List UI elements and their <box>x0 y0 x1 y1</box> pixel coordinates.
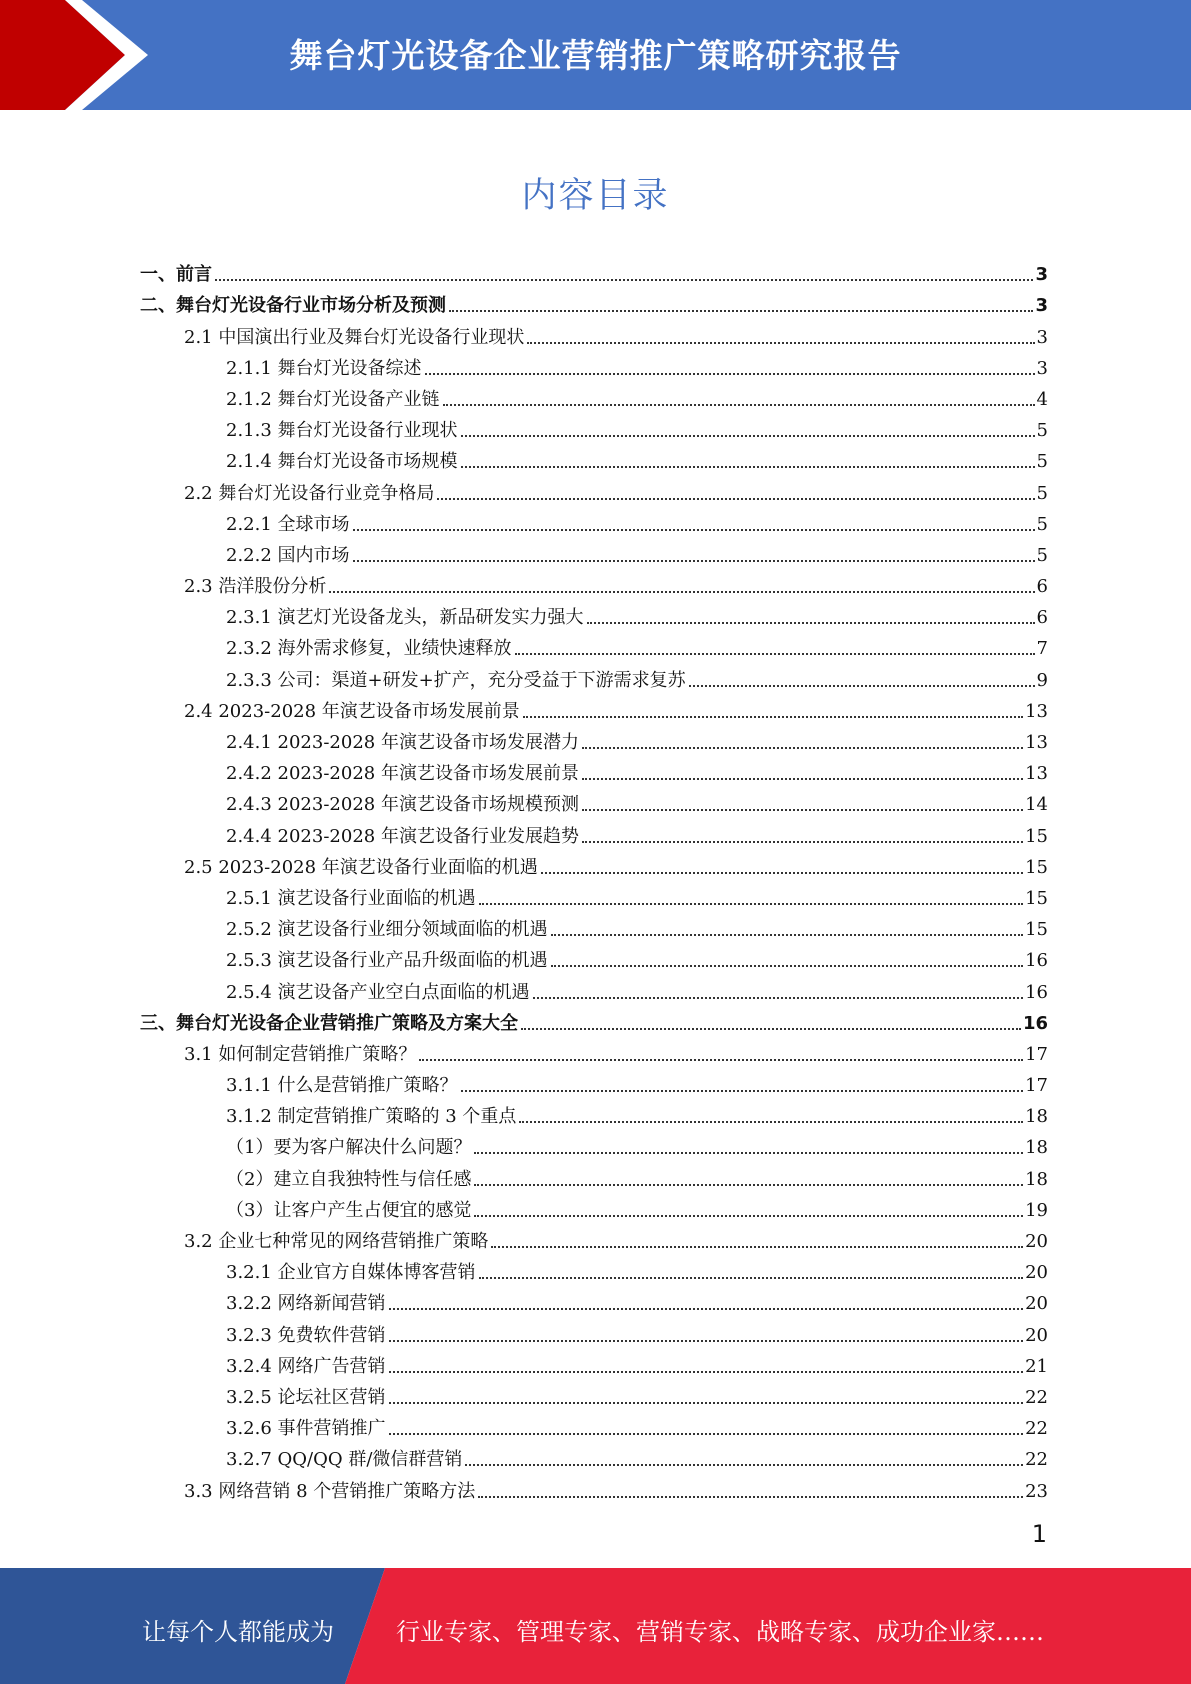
toc-entry-page: 18 <box>1025 1137 1048 1159</box>
toc-entry-page: 22 <box>1025 1386 1048 1408</box>
toc-entry-page: 21 <box>1025 1355 1048 1377</box>
toc-entry[interactable] <box>140 692 1048 723</box>
toc-leader-dots <box>461 434 1035 437</box>
toc-entry[interactable] <box>140 598 1048 629</box>
toc-leader-dots <box>389 1307 1024 1310</box>
toc-entry-page: 22 <box>1025 1418 1048 1440</box>
toc-entry-page: 6 <box>1036 576 1048 598</box>
toc-leader-dots <box>551 964 1024 967</box>
toc-entry[interactable] <box>140 660 1048 691</box>
toc-entry-label: 二、舞台灯光设备行业市场分析及预测 <box>140 295 446 317</box>
toc-entry-page: 15 <box>1025 919 1048 941</box>
toc-entry-label: 3.2 企业七种常见的网络营销推广策略 <box>184 1231 489 1252</box>
toc-entry-page: 18 <box>1025 1106 1048 1128</box>
toc-entry-label: 2.4.3 2023-2028 年演艺设备市场规模预测 <box>226 794 579 816</box>
toc-entry-label: 2.1 中国演出行业及舞台灯光设备行业现状 <box>184 326 525 348</box>
toc-entry[interactable] <box>140 1284 1048 1315</box>
page-number: 1 <box>1031 1520 1047 1548</box>
toc-entry[interactable] <box>140 1222 1048 1253</box>
toc-entry-label: 2.5.2 演艺设备行业细分领域面临的机遇 <box>226 919 548 941</box>
toc-entry-page: 20 <box>1025 1231 1048 1252</box>
toc-leader-dots <box>474 1214 1023 1217</box>
toc-entry-label: 2.4.1 2023-2028 年演艺设备市场发展潜力 <box>226 732 579 753</box>
toc-leader-dots <box>689 684 1035 687</box>
toc-leader-dots <box>491 1245 1023 1248</box>
toc-entry-label: 3.2.2 网络新闻营销 <box>226 1293 386 1315</box>
toc-entry[interactable] <box>140 1409 1048 1440</box>
toc-entry-label: 3.2.7 QQ/QQ 群/微信群营销 <box>226 1449 463 1471</box>
toc-entry-page: 3 <box>1036 326 1048 348</box>
toc-entry-label: 2.4.4 2023-2028 年演艺设备行业发展趋势 <box>226 825 579 847</box>
toc-entry[interactable] <box>140 1128 1048 1159</box>
toc-entry-label: 2.2 舞台灯光设备行业竞争格局 <box>184 482 435 504</box>
report-title: 舞台灯光设备企业营销推广策略研究报告 <box>289 36 902 75</box>
toc-entry-label: 3.1.1 什么是营销推广策略？ <box>226 1075 458 1097</box>
toc-entry-label: （2）建立自我独特性与信任感 <box>226 1168 472 1190</box>
toc-entry-page: 17 <box>1025 1043 1048 1065</box>
toc-leader-dots <box>353 559 1035 562</box>
toc-entry-label: 2.1.4 舞台灯光设备市场规模 <box>226 451 458 473</box>
toc-entry[interactable] <box>140 473 1048 504</box>
toc-leader-dots <box>353 528 1035 531</box>
toc-entry[interactable] <box>140 317 1048 348</box>
toc-leader-dots <box>587 621 1035 624</box>
toc-leader-dots <box>541 871 1023 874</box>
toc-entry-label: 2.1.2 舞台灯光设备产业链 <box>226 388 440 410</box>
toc-entry-label: 2.5.1 演艺设备行业面临的机遇 <box>226 887 476 909</box>
toc-entry-label: 3.1.2 制定营销推广策略的 3 个重点 <box>226 1106 517 1128</box>
toc-entry-page: 4 <box>1036 388 1048 410</box>
toc-entry[interactable] <box>140 1066 1048 1097</box>
table-of-contents <box>140 255 1048 1503</box>
toc-leader-dots <box>521 1027 1021 1030</box>
toc-heading: 内容目录 <box>521 176 670 216</box>
toc-entry[interactable] <box>140 255 1048 286</box>
toc-leader-dots <box>419 1058 1023 1061</box>
toc-entry-page: 19 <box>1025 1199 1048 1221</box>
toc-entry[interactable] <box>140 536 1048 567</box>
toc-leader-dots <box>474 1183 1023 1186</box>
toc-entry-page: 3 <box>1035 264 1048 286</box>
toc-leader-dots <box>465 1463 1023 1466</box>
toc-entry-label: 2.2.1 全球市场 <box>226 513 350 535</box>
toc-entry[interactable] <box>140 1315 1048 1346</box>
toc-entry[interactable] <box>140 1004 1048 1035</box>
toc-entry[interactable] <box>140 286 1048 317</box>
toc-leader-dots <box>478 1495 1023 1498</box>
toc-entry-page: 5 <box>1036 482 1048 504</box>
toc-entry[interactable] <box>140 910 1048 941</box>
toc-leader-dots <box>582 746 1023 749</box>
footer-slogan-right: 行业专家、管理专家、营销专家、战略专家、成功企业家…… <box>396 1618 1044 1646</box>
toc-entry[interactable] <box>140 442 1048 473</box>
footer-banner <box>0 1568 1191 1684</box>
toc-entry-page: 13 <box>1025 763 1048 785</box>
toc-entry[interactable] <box>140 848 1048 879</box>
toc-entry-label: 三、舞台灯光设备企业营销推广策略及方案大全 <box>140 1012 518 1034</box>
toc-entry-page: 18 <box>1025 1168 1048 1190</box>
toc-entry[interactable] <box>140 754 1048 785</box>
toc-entry[interactable] <box>140 1097 1048 1128</box>
toc-entry[interactable] <box>140 941 1048 972</box>
toc-entry[interactable] <box>140 1191 1048 1222</box>
toc-leader-dots <box>479 1276 1024 1279</box>
toc-entry-label: 3.2.5 论坛社区营销 <box>226 1386 386 1408</box>
toc-leader-dots <box>443 403 1035 406</box>
toc-entry-label: （3）让客户产生占便宜的感觉 <box>226 1199 472 1221</box>
toc-entry-page: 13 <box>1025 700 1048 722</box>
toc-entry[interactable] <box>140 505 1048 536</box>
toc-entry-page: 22 <box>1025 1449 1048 1471</box>
toc-leader-dots <box>519 1120 1023 1123</box>
toc-entry-label: （1）要为客户解决什么问题？ <box>226 1137 472 1159</box>
toc-entry-page: 23 <box>1025 1480 1048 1502</box>
header-banner <box>0 0 1191 110</box>
toc-leader-dots <box>389 1370 1024 1373</box>
toc-entry-page: 15 <box>1025 825 1048 847</box>
toc-entry-page: 6 <box>1036 607 1048 629</box>
toc-leader-dots <box>389 1339 1024 1342</box>
toc-entry-label: 2.3.1 演艺灯光设备龙头，新品研发实力强大 <box>226 607 584 629</box>
toc-entry[interactable] <box>140 380 1048 411</box>
toc-entry-page: 16 <box>1025 950 1048 972</box>
toc-entry-page: 13 <box>1025 732 1048 753</box>
toc-entry-page: 3 <box>1035 295 1048 317</box>
toc-entry[interactable] <box>140 816 1048 847</box>
toc-entry-page: 17 <box>1025 1075 1048 1097</box>
toc-entry-label: 2.4.2 2023-2028 年演艺设备市场发展前景 <box>226 763 579 785</box>
toc-entry-page: 15 <box>1025 887 1048 909</box>
toc-leader-dots <box>527 341 1034 344</box>
toc-entry[interactable] <box>140 1159 1048 1190</box>
toc-entry-page: 15 <box>1025 856 1048 878</box>
toc-entry[interactable] <box>140 785 1048 816</box>
toc-entry[interactable] <box>140 349 1048 380</box>
toc-leader-dots <box>461 465 1035 468</box>
toc-entry-label: 2.1.3 舞台灯光设备行业现状 <box>226 420 458 442</box>
toc-leader-dots <box>515 652 1035 655</box>
toc-entry[interactable] <box>140 1471 1048 1502</box>
toc-entry-label: 3.3 网络营销 8 个营销推广策略方法 <box>184 1480 476 1502</box>
toc-entry-page: 14 <box>1025 794 1048 816</box>
toc-leader-dots <box>523 715 1023 718</box>
toc-entry[interactable] <box>140 879 1048 910</box>
toc-entry-page: 5 <box>1036 544 1048 566</box>
toc-entry-label: 2.2.2 国内市场 <box>226 544 350 566</box>
toc-entry-page: 16 <box>1022 1012 1048 1034</box>
toc-entry-page: 7 <box>1036 638 1048 660</box>
toc-entry[interactable] <box>140 567 1048 598</box>
footer-slogan-left: 让每个人都能成为 <box>142 1618 334 1646</box>
toc-leader-dots <box>425 372 1035 375</box>
toc-leader-dots <box>437 497 1034 500</box>
toc-entry[interactable] <box>140 629 1048 660</box>
toc-entry[interactable] <box>140 1253 1048 1284</box>
toc-entry-label: 3.2.6 事件营销推广 <box>226 1418 386 1440</box>
toc-entry[interactable] <box>140 1440 1048 1471</box>
toc-leader-dots <box>474 1151 1023 1154</box>
toc-entry-label: 2.5.3 演艺设备行业产品升级面临的机遇 <box>226 950 548 972</box>
toc-entry[interactable] <box>140 972 1048 1003</box>
toc-leader-dots <box>389 1401 1024 1404</box>
toc-entry-label: 一、前言 <box>140 264 212 286</box>
toc-entry-label: 2.4 2023-2028 年演艺设备市场发展前景 <box>184 700 520 722</box>
toc-entry-page: 5 <box>1036 513 1048 535</box>
toc-entry-page: 5 <box>1036 451 1048 473</box>
toc-entry[interactable] <box>140 1347 1048 1378</box>
toc-leader-dots <box>582 840 1023 843</box>
toc-entry-page: 5 <box>1036 420 1048 442</box>
toc-entry[interactable] <box>140 723 1048 754</box>
toc-entry-page: 20 <box>1025 1262 1048 1284</box>
toc-leader-dots <box>479 902 1024 905</box>
toc-entry-label: 2.5.4 演艺设备产业空白点面临的机遇 <box>226 981 530 1003</box>
toc-entry-page: 20 <box>1025 1293 1048 1315</box>
toc-leader-dots <box>215 278 1033 281</box>
toc-leader-dots <box>329 590 1034 593</box>
toc-leader-dots <box>461 1089 1024 1092</box>
toc-leader-dots <box>389 1432 1024 1435</box>
toc-leader-dots <box>582 808 1023 811</box>
toc-entry-label: 2.3.3 公司：渠道+研发+扩产，充分受益于下游需求复苏 <box>226 669 686 691</box>
toc-entry-page: 3 <box>1036 357 1048 379</box>
toc-leader-dots <box>582 777 1023 780</box>
toc-entry-page: 9 <box>1036 669 1048 691</box>
toc-entry-page: 20 <box>1025 1324 1048 1346</box>
toc-entry-label: 2.1.1 舞台灯光设备综述 <box>226 357 422 379</box>
toc-entry-label: 3.2.4 网络广告营销 <box>226 1355 386 1377</box>
toc-entry-label: 2.3 浩洋股份分析 <box>184 576 327 598</box>
toc-entry[interactable] <box>140 1378 1048 1409</box>
toc-entry-label: 2.3.2 海外需求修复，业绩快速释放 <box>226 638 512 660</box>
toc-entry-label: 3.1 如何制定营销推广策略？ <box>184 1043 417 1065</box>
toc-entry-label: 2.5 2023-2028 年演艺设备行业面临的机遇 <box>184 856 538 878</box>
toc-entry-label: 3.2.1 企业官方自媒体博客营销 <box>226 1262 476 1284</box>
toc-leader-dots <box>449 309 1033 312</box>
toc-entry-page: 16 <box>1025 981 1048 1003</box>
toc-leader-dots <box>551 933 1024 936</box>
toc-leader-dots <box>533 996 1024 999</box>
toc-entry[interactable] <box>140 1035 1048 1066</box>
toc-entry-label: 3.2.3 免费软件营销 <box>226 1324 386 1346</box>
toc-entry[interactable] <box>140 411 1048 442</box>
